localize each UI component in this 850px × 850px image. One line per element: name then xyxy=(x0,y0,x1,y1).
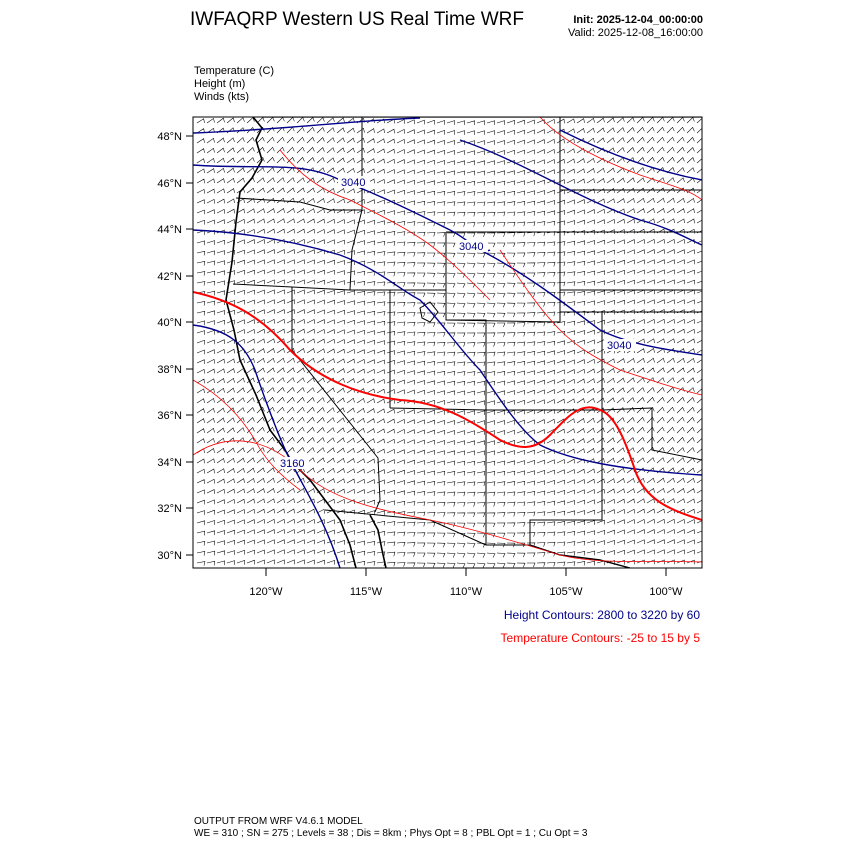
lon-label: 100°W xyxy=(649,586,683,598)
map-title: IWFAQRP Western US Real Time WRF xyxy=(190,9,524,30)
height-contour-label: 3040 xyxy=(607,340,632,352)
height-label: Height (m) xyxy=(194,78,246,90)
lat-label: 36°N xyxy=(157,410,182,422)
lat-ticks xyxy=(186,136,193,555)
valid-time: Valid: 2025-12-08_16:00:00 xyxy=(568,27,703,39)
height-contour-label: 3040 xyxy=(341,177,366,189)
lat-label: 30°N xyxy=(157,550,182,562)
temperature-label: Temperature (C) xyxy=(194,65,275,77)
lat-label: 46°N xyxy=(157,178,182,190)
lon-ticks xyxy=(266,568,666,576)
lon-label: 110°W xyxy=(449,586,483,598)
footer-model-line: OUTPUT FROM WRF V4.6.1 MODEL xyxy=(194,816,363,827)
lon-labels xyxy=(249,586,683,598)
height-contour-label: 3040 xyxy=(459,241,484,253)
footer-config-line: WE = 310 ; SN = 275 ; Levels = 38 ; Dis = 8km ; Phys Opt = 8 ; PBL Opt = 1 ; Cu Opt = 3 xyxy=(194,828,588,839)
lat-label: 40°N xyxy=(157,317,182,329)
lat-labels xyxy=(157,131,182,562)
lon-label: 115°W xyxy=(349,586,383,598)
lat-label: 44°N xyxy=(157,224,182,236)
lat-label: 48°N xyxy=(157,131,182,143)
temperature-contour-note: Temperature Contours: -25 to 15 by 5 xyxy=(500,631,700,645)
lat-label: 38°N xyxy=(157,364,182,376)
lat-label: 32°N xyxy=(157,503,182,515)
lat-label: 42°N xyxy=(157,271,182,283)
lon-label: 120°W xyxy=(249,586,283,598)
lon-label: 105°W xyxy=(549,586,583,598)
lat-label: 34°N xyxy=(157,457,182,469)
init-time: Init: 2025-12-04_00:00:00 xyxy=(573,14,703,26)
height-contour-label: 3160 xyxy=(280,458,305,470)
winds-label: Winds (kts) xyxy=(194,91,249,103)
model-footer xyxy=(194,816,587,840)
height-contour-note: Height Contours: 2800 to 3220 by 60 xyxy=(503,608,700,622)
